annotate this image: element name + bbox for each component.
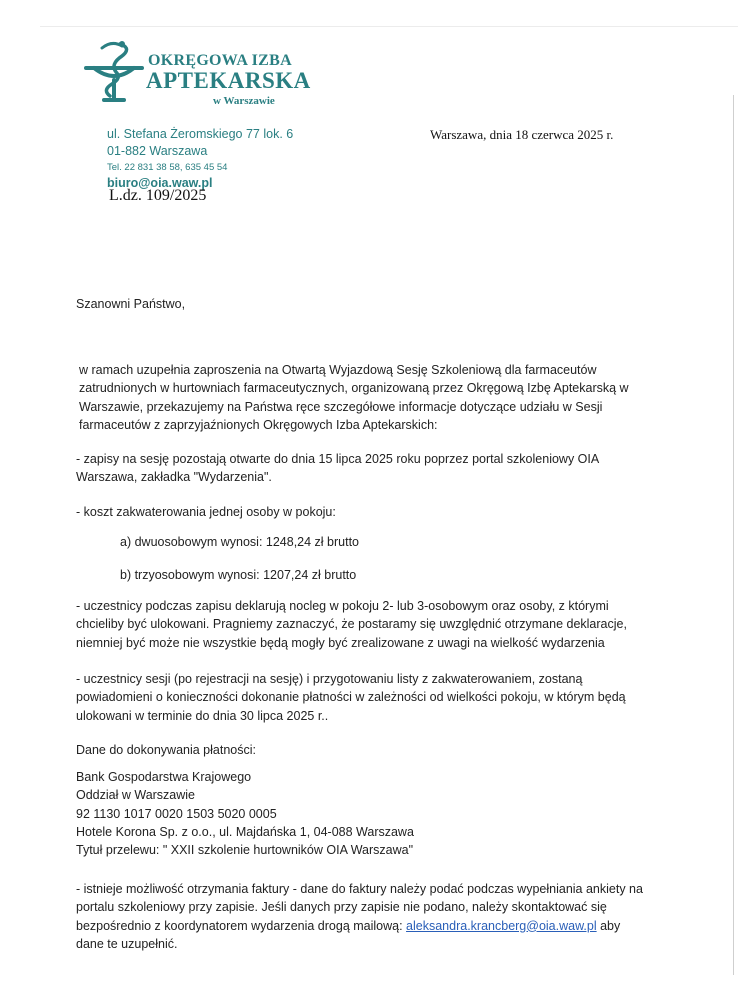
org-name-line3: w Warszawie (213, 95, 275, 107)
payment-notice-paragraph: - uczestnicy sesji (po rejestracji na sesję) i przygotowaniu listy z zakwaterowaniem, zostaną powiadomieni o konieczności dokonanie płatności w zależności od wielkości pokoju, w którym będą ulokowani w terminie do dnia 30 lipca 2025 r.. (76, 672, 626, 723)
invoice-end: aby dane te uzupełnić. (76, 918, 621, 951)
bowl-of-hygieia-icon (82, 38, 146, 106)
greeting: Szanowni Państwo, (76, 297, 186, 311)
reference-number: L.dz. 109/2025 (109, 187, 207, 204)
payment-heading: Dane do dokonywania płatności: (76, 743, 256, 757)
address-line2: 01-882 Warszawa (107, 144, 208, 158)
room-declaration-paragraph: - uczestnicy podczas zapisu deklarują nocleg w pokoju 2- lub 3-osobowym oraz osoby, z którymi chcieliby być ulokowani. Pragniemy zaznaczyć, że postaramy się uwzględnić otrzymane deklaracje, niemniej być może nie wszystkie będą mogły być zrealizowane z uwagi na wielkość wydarzenia (76, 599, 627, 650)
bank-account: 92 1130 1017 0020 1503 5020 0005 (76, 806, 277, 821)
bank-details (76, 768, 651, 859)
accommodation-cost-heading: - koszt zakwaterowania jednej osoby w pokoju: (76, 505, 336, 519)
phone-line: Tel. 22 831 38 58, 635 45 54 (107, 162, 228, 173)
address-line1: ul. Stefana Żeromskiego 77 lok. 6 (107, 127, 294, 141)
invoice-text: - istnieje możliwość otrzymania faktury - dane do faktury należy podać podczas wypełniania ankiety na portalu szkoleniowy przy zapisie. Jeśli danych przy zapisie nie podano, należy skontaktować się bezpośrednio z koordynatorem wydarzenia drogą mailową: (76, 882, 643, 933)
top-rule (40, 26, 738, 27)
triple-room-price: b) trzyosobowym wynosi: 1207,24 zł brutto (120, 568, 357, 582)
letter-date: Warszawa, dnia 18 czerwca 2025 r. (430, 127, 614, 142)
org-logo (82, 38, 311, 110)
invoice-paragraph (76, 880, 651, 953)
transfer-title: Tytuł przelewu: " XXII szkolenie hurtowników OIA Warszawa" (76, 843, 414, 858)
sender-block (107, 126, 293, 192)
intro-paragraph: w ramach uzupełnia zaproszenia na Otwartą Wyjazdową Sesję Szkoleniową dla farmaceutów zatrudnionych w hurtowniach farmaceutycznych, organizowaną przez Okręgową Izbę Aptekarską w Warszawie, przekazujemy na Państwa ręce szczegółowe informacje dotyczące udziału w Sesji farmaceutów z zaprzyjaźnionych Okręgowych Izba Aptekarskich: (79, 363, 629, 432)
scan-edge-line (733, 95, 734, 975)
double-room-price: a) dwuosobowym wynosi: 1248,24 zł brutto (120, 535, 360, 549)
payment-recipient: Hotele Korona Sp. z o.o., ul. Majdańska 1, 04-088 Warszawa (76, 824, 414, 839)
org-email: biuro@oia.waw.pl (107, 176, 213, 190)
org-name-line1: OKRĘGOWA IZBA (148, 52, 292, 69)
bank-branch: Oddział w Warszawie (76, 788, 196, 803)
coordinator-email-link[interactable]: aleksandra.krancberg@oia.waw.pl (406, 918, 597, 933)
org-name-line2: APTEKARSKA (146, 68, 311, 93)
bank-name: Bank Gospodarstwa Krajowego (76, 770, 252, 784)
registration-paragraph: - zapisy na sesję pozostają otwarte do dnia 15 lipca 2025 roku poprzez portal szkoleniowy OIA Warszawa, zakładka "Wydarzenia". (76, 452, 599, 485)
